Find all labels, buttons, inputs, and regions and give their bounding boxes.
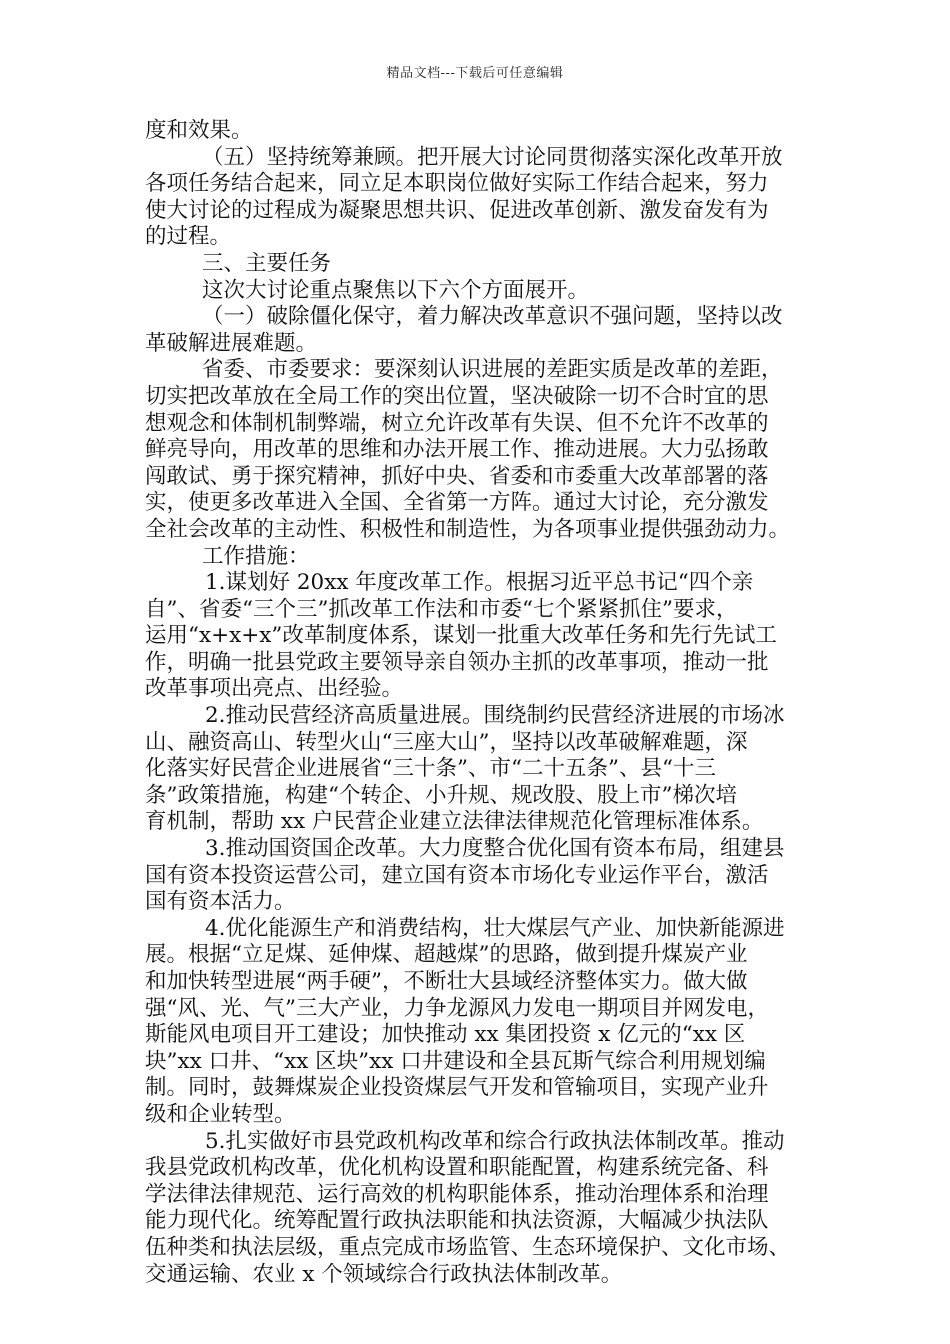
- text-line: 闯敢试、勇于探究精神，抓好中央、省委和市委重大改革部署的落: [145, 463, 769, 489]
- text-line: 1.谋划好 20xx 年度改革工作。根据习近平总书记“四个亲: [205, 570, 754, 596]
- text-line: 山、融资高山、转型火山“三座大山”，坚持以改革破解难题，深: [145, 729, 748, 755]
- text-line: 我县党政机构改革，优化机构设置和职能配置，构建系统完备、科: [145, 1155, 769, 1181]
- text-line: 展。根据“立足煤、延伸煤、超越煤”的思路，做到提升煤炭产业: [145, 942, 748, 968]
- text-line: 交通运输、农业 x 个领域综合行政执法体制改革。: [145, 1261, 623, 1287]
- text-line: 想观念和体制机制弊端，树立允许改革有失误、但不允许不改革的: [145, 410, 769, 436]
- text-line: 强“风、光、气”三大产业，力争龙源风力发电一期项目并网发电，: [145, 995, 769, 1021]
- text-line: 斯能风电项目开工建设；加快推动 xx 集团投资 x 亿元的“xx 区: [145, 1022, 746, 1048]
- text-line: 切实把改革放在全局工作的突出位置，坚决破除一切不合时宜的思: [145, 383, 769, 409]
- text-line: 省委、市委要求：要深刻认识进展的差距实质是改革的差距，: [202, 357, 783, 383]
- text-line: 运用“x+x+x”改革制度体系，谋划一批重大改革任务和先行先试工: [145, 623, 777, 649]
- text-line: 工作措施：: [202, 543, 310, 569]
- text-line: 度和效果。: [145, 118, 253, 143]
- text-line: 三、主要任务: [202, 250, 332, 276]
- text-line: （五）坚持统筹兼顾。把开展大讨论同贯彻落实深化改革开放: [202, 144, 783, 170]
- text-line: 2.推动民营经济高质量进展。围绕制约民营经济进展的市场冰: [205, 703, 785, 729]
- text-line: 4.优化能源生产和消费结构，壮大煤层气产业、加快新能源进: [205, 915, 785, 941]
- text-line: 学法律法律规范、运行高效的机构职能体系，推动治理体系和治理: [145, 1181, 769, 1207]
- text-line: 能力现代化。统筹配置行政执法职能和执法资源，大幅减少执法队: [145, 1208, 769, 1234]
- page-header: 精品文档---下载后可任意编辑: [386, 66, 564, 81]
- text-line: 伍种类和执法层级，重点完成市场监管、生态环境保护、文化市场、: [145, 1234, 791, 1260]
- document-body: [145, 118, 813, 1288]
- text-line: 全社会改革的主动性、积极性和制造性，为各项事业提供强劲动力。: [145, 516, 791, 542]
- text-line: 各项任务结合起来，同立足本职岗位做好实际工作结合起来，努力: [145, 171, 769, 197]
- text-line: 自”、省委“三个三”抓改革工作法和市委“七个紧紧抓住”要求，: [145, 596, 738, 622]
- text-line: 条”政策措施，构建“个转企、小升规、规改股、股上市”梯次培: [145, 782, 737, 808]
- text-line: 和加快转型进展“两手硬”，不断壮大县域经济整体实力。做大做: [145, 969, 748, 994]
- text-line: 改革事项出亮点、出经验。: [145, 676, 404, 702]
- text-line: 鲜亮导向，用改革的思维和办法开展工作、推动进展。大力弘扬敢: [145, 437, 769, 463]
- text-line: 育机制，帮助 xx 户民营企业建立法律法律规范化管理标准体系。: [145, 809, 764, 835]
- text-line: 级和企业转型。: [145, 1101, 296, 1127]
- text-line: 国有资本投资运营公司，建立国有资本市场化专业运作平台，激活: [145, 862, 769, 888]
- text-line: 化落实好民营企业进展省“三十条”、市“二十五条”、县“十三: [145, 756, 716, 782]
- text-line: 5.扎实做好市县党政机构改革和综合行政执法体制改革。推动: [205, 1128, 785, 1154]
- text-line: 使大讨论的过程成为凝聚思想共识、促进改革创新、激发奋发有为: [145, 197, 769, 223]
- text-line: 3.推动国资国企改革。大力度整合优化国有资本布局，组建县: [205, 836, 785, 862]
- text-line: 制。同时，鼓舞煤炭企业投资煤层气开发和管输项目，实现产业升: [145, 1075, 769, 1101]
- text-line: 的过程。: [145, 224, 232, 250]
- text-line: 作，明确一批县党政主要领导亲自领办主抓的改革事项，推动一批: [145, 649, 769, 675]
- text-line: 实，使更多改革进入全国、全省第一方阵。通过大讨论，充分激发: [145, 490, 769, 516]
- text-line: （一）破除僵化保守，着力解决改革意识不强问题，坚持以改: [202, 304, 783, 330]
- text-line: 国有资本活力。: [145, 889, 296, 915]
- text-line: 这次大讨论重点聚焦以下六个方面展开。: [202, 277, 590, 303]
- text-line: 革破解进展难题。: [145, 330, 318, 356]
- text-line: 块”xx 口井、“xx 区块”xx 口井建设和全县瓦斯气综合利用规划编: [145, 1048, 766, 1074]
